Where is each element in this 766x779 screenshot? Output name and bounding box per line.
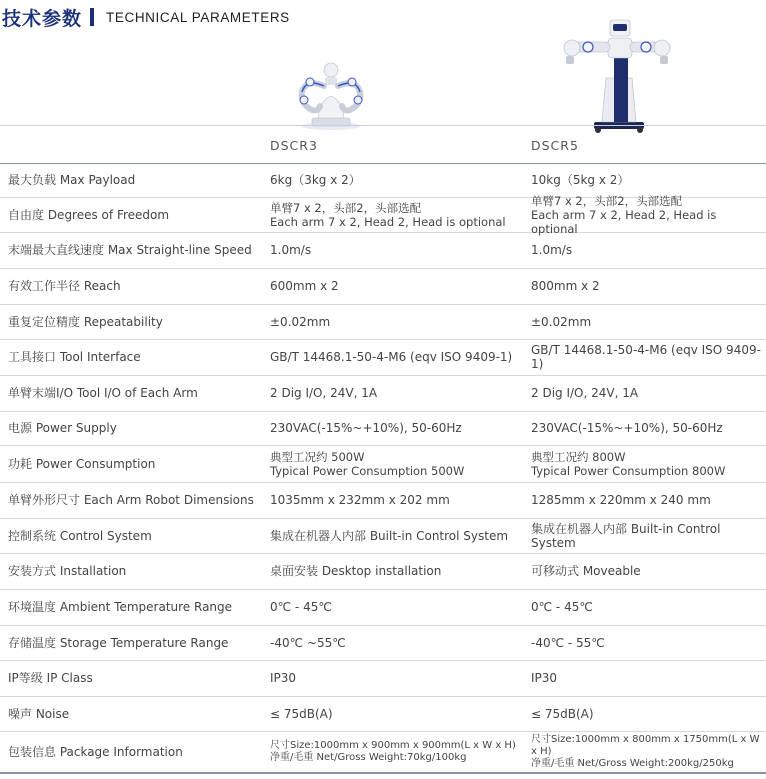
table-row <box>0 696 766 732</box>
value-line: GB/T 14468.1-50-4-M6 (eqv ISO 9409-1) <box>270 350 513 364</box>
value-line: 0℃ - 45℃ <box>531 600 593 614</box>
table-row <box>0 268 766 305</box>
value-line: 6kg（3kg x 2） <box>270 173 361 187</box>
value-line: 尺寸Size:1000mm x 900mm x 900mm(L x W x H) <box>270 739 516 751</box>
value-line: IP30 <box>531 671 558 685</box>
parameter-label-text: 功耗 Power Consumption <box>8 456 156 471</box>
value-line: 1035mm x 232mm x 202 mm <box>270 493 450 507</box>
value-line: 净重/毛重 Net/Gross Weight:70kg/100kg <box>270 751 467 763</box>
table-row <box>0 518 766 554</box>
dscr3-value <box>270 625 525 660</box>
dscr3-value <box>270 482 525 518</box>
table-row <box>0 339 766 376</box>
parameter-label <box>8 696 258 731</box>
value-line: 230VAC(-15%~+10%), 50-60Hz <box>270 421 462 435</box>
dscr5-value <box>531 193 766 236</box>
title-chinese: 技术参数 <box>2 7 83 30</box>
dscr3-value <box>270 304 525 339</box>
parameter-label-text: 存储温度 Storage Temperature Range <box>8 635 229 650</box>
parameter-label <box>8 660 258 696</box>
parameter-label <box>8 411 258 445</box>
parameter-label-text: 环境温度 Ambient Temperature Range <box>8 600 233 614</box>
dscr5-value <box>531 268 766 304</box>
table-row <box>0 553 766 590</box>
value-line: 600mm x 2 <box>270 279 339 293</box>
value-line: 尺寸Size:1000mm x 800mm x 1750mm(L x W x H) <box>531 733 760 757</box>
parameter-label <box>8 197 258 232</box>
model-name-dscr3: DSCR3 <box>270 138 318 153</box>
table-row <box>0 232 766 269</box>
value-line: 单臂7 x 2，头部2，头部选配 <box>531 193 683 208</box>
parameter-label <box>8 163 258 197</box>
dscr3-value <box>270 553 525 589</box>
value-line: 1.0m/s <box>270 243 312 257</box>
value-line: 典型工况约 800W <box>531 449 626 464</box>
value-line: IP30 <box>270 671 297 685</box>
table-row <box>0 411 766 446</box>
dscr5-value <box>531 445 766 482</box>
table-row <box>0 625 766 661</box>
dscr3-value <box>270 375 525 411</box>
parameter-label-text: 最大负载 Max Payload <box>8 173 136 187</box>
value-line: 集成在机器人内部 Built-in Control System <box>270 528 509 543</box>
value-line: 800mm x 2 <box>531 279 600 293</box>
dscr5-robot-image <box>558 12 676 136</box>
parameter-label <box>8 268 258 304</box>
parameter-label-text: 自由度 Degrees of Freedom <box>8 207 170 222</box>
value-line: Each arm 7 x 2, Head 2, Head is optional <box>270 214 506 229</box>
dscr3-value <box>270 445 525 482</box>
dscr5-value <box>531 589 766 625</box>
value-line: GB/T 14468.1-50-4-M6 (eqv ISO 9409-1) <box>531 343 761 371</box>
value-line: 10kg（5kg x 2） <box>531 173 630 187</box>
value-line: 可移动式 Moveable <box>531 564 641 578</box>
value-line: 1285mm x 220mm x 240 mm <box>531 493 711 507</box>
table-row <box>0 482 766 519</box>
value-line: 净重/毛重 Net/Gross Weight:200kg/250kg <box>531 757 734 769</box>
value-line: 典型工况约 500W <box>270 449 365 464</box>
parameter-label-text: 控制系统 Control System <box>8 528 152 543</box>
parameter-label-text: 单臂末端I/O Tool I/O of Each Arm <box>8 386 198 400</box>
value-line: 0℃ - 45℃ <box>270 600 332 614</box>
dscr3-value <box>270 197 525 232</box>
table-row <box>0 660 766 697</box>
title-english: TECHNICAL PARAMETERS <box>106 9 290 25</box>
parameter-label-text: 噪声 Noise <box>8 706 70 721</box>
model-name-dscr5: DSCR5 <box>531 138 579 153</box>
dscr5-value <box>531 304 766 339</box>
value-line: ≤ 75dB(A) <box>270 706 333 721</box>
parameter-label <box>8 625 258 660</box>
value-line: Typical Power Consumption 800W <box>531 463 726 478</box>
parameter-label-text: 电源 Power Supply <box>8 421 117 435</box>
parameter-label-text: 末端最大直线速度 Max Straight-line Speed <box>8 243 252 257</box>
value-line: 集成在机器人内部 Built-in Control System <box>531 521 721 550</box>
value-line: -40℃ ~55℃ <box>270 635 346 650</box>
table-row <box>0 193 766 236</box>
parameter-label <box>8 375 258 411</box>
dscr5-value <box>531 163 766 197</box>
value-line: ±0.02mm <box>270 314 331 329</box>
dscr3-value <box>270 696 525 731</box>
table-row <box>0 304 766 340</box>
value-line: Each arm 7 x 2, Head 2, Head is optional <box>531 207 717 236</box>
header-divider <box>0 125 766 126</box>
page-header <box>0 4 290 30</box>
dscr5-value <box>531 518 766 553</box>
parameter-label-text: 单臂外形尺寸 Each Arm Robot Dimensions <box>8 493 254 507</box>
value-line: ±0.02mm <box>531 314 592 329</box>
value-line: 2 Dig I/O, 24V, 1A <box>270 386 378 400</box>
parameter-label-text: 包装信息 Package Information <box>8 744 183 759</box>
table-row <box>0 589 766 626</box>
dscr3-value <box>270 589 525 625</box>
parameter-label <box>8 482 258 518</box>
dscr5-value <box>531 553 766 589</box>
parameter-label-text: 重复定位精度 Repeatability <box>8 314 163 329</box>
value-line: 1.0m/s <box>531 243 573 257</box>
table-row <box>0 375 766 412</box>
dscr3-value <box>270 163 525 197</box>
parameter-label-text: 工具接口 Tool Interface <box>8 350 141 364</box>
dscr5-value <box>531 411 766 445</box>
parameter-label <box>8 232 258 268</box>
dscr3-value <box>270 660 525 696</box>
dscr3-value <box>270 268 525 304</box>
parameter-label-text: 有效工作半径 Reach <box>8 279 121 293</box>
parameter-label <box>8 445 258 482</box>
dscr3-value <box>270 731 525 772</box>
dscr3-value <box>270 232 525 268</box>
dscr5-value <box>531 482 766 518</box>
parameter-label <box>8 731 258 772</box>
dscr3-robot-image <box>288 52 374 132</box>
dscr3-value <box>270 339 525 375</box>
table-row <box>0 731 766 774</box>
value-line: ≤ 75dB(A) <box>531 706 594 721</box>
dscr5-value <box>531 625 766 660</box>
title-divider-bar <box>90 8 94 26</box>
value-line: 230VAC(-15%~+10%), 50-60Hz <box>531 421 723 435</box>
dscr3-value <box>270 411 525 445</box>
value-line: 2 Dig I/O, 24V, 1A <box>531 386 639 400</box>
table-row <box>0 445 766 483</box>
parameter-label <box>8 304 258 339</box>
value-line: Typical Power Consumption 500W <box>270 463 465 478</box>
dscr5-value <box>531 339 766 375</box>
dscr5-value <box>531 731 766 772</box>
value-line: 桌面安装 Desktop installation <box>270 564 442 578</box>
parameter-label <box>8 518 258 553</box>
parameter-label <box>8 339 258 375</box>
dscr5-value <box>531 375 766 411</box>
parameter-label-text: 安装方式 Installation <box>8 564 127 578</box>
parameter-label-text: IP等级 IP Class <box>8 671 93 685</box>
parameter-label <box>8 553 258 589</box>
dscr5-value <box>531 232 766 268</box>
parameter-label <box>8 589 258 625</box>
value-line: 单臂7 x 2，头部2，头部选配 <box>270 200 422 215</box>
value-line: -40℃ - 55℃ <box>531 635 605 650</box>
dscr3-value <box>270 518 525 553</box>
dscr5-value <box>531 696 766 731</box>
dscr5-value <box>531 660 766 696</box>
